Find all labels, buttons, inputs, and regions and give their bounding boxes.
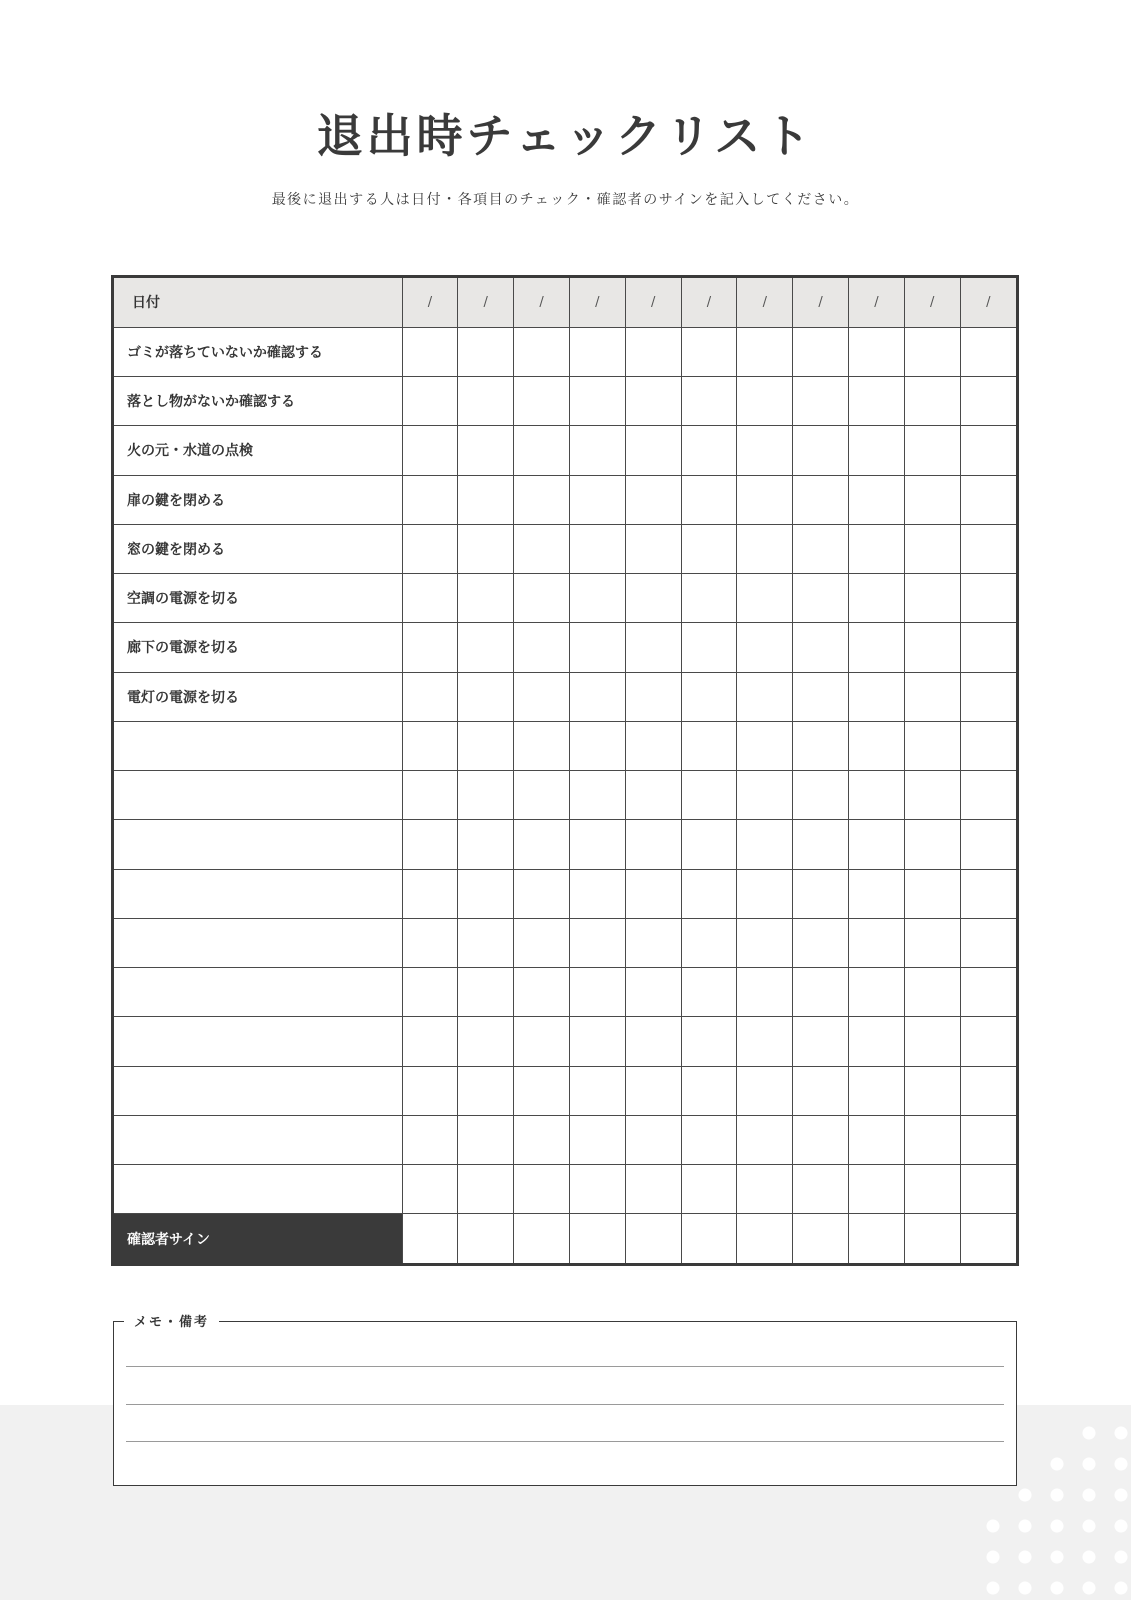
check-cell[interactable] (402, 426, 458, 475)
check-cell[interactable] (904, 524, 960, 573)
page-subtitle: 最後に退出する人は日付・各項目のチェック・確認者のサインを記入してください。 (271, 192, 860, 208)
sign-cell[interactable] (849, 1214, 905, 1263)
date-cell[interactable]: / (625, 278, 681, 327)
check-cell[interactable] (904, 574, 960, 623)
checklist-item-label[interactable] (114, 771, 402, 820)
check-cell[interactable] (402, 968, 458, 1017)
date-cell[interactable]: / (904, 278, 960, 327)
check-cell[interactable] (960, 1115, 1016, 1164)
check-cell[interactable] (849, 1017, 905, 1066)
check-cell[interactable] (960, 1017, 1016, 1066)
check-cell[interactable] (514, 918, 570, 967)
check-cell[interactable] (960, 327, 1016, 376)
checklist-item-label: 火の元・水道の点検 (114, 426, 402, 475)
date-cell[interactable]: / (960, 278, 1016, 327)
date-cell[interactable]: / (849, 278, 905, 327)
check-cell[interactable] (625, 524, 681, 573)
date-cell[interactable]: / (793, 278, 849, 327)
check-cell[interactable] (849, 869, 905, 918)
check-cell[interactable] (737, 327, 793, 376)
check-cell[interactable] (793, 869, 849, 918)
date-cell[interactable]: / (569, 278, 625, 327)
check-cell[interactable] (737, 524, 793, 573)
check-cell[interactable] (514, 475, 570, 524)
check-cell[interactable] (681, 918, 737, 967)
check-cell[interactable] (904, 869, 960, 918)
check-cell[interactable] (737, 771, 793, 820)
check-cell[interactable] (402, 869, 458, 918)
check-cell[interactable] (625, 968, 681, 1017)
check-cell[interactable] (960, 1165, 1016, 1214)
check-cell[interactable] (793, 426, 849, 475)
check-cell[interactable] (625, 721, 681, 770)
check-cell[interactable] (849, 327, 905, 376)
check-cell[interactable] (514, 574, 570, 623)
check-cell[interactable] (737, 820, 793, 869)
check-cell[interactable] (402, 524, 458, 573)
check-cell[interactable] (569, 1115, 625, 1164)
checklist-row (114, 327, 1016, 376)
check-cell[interactable] (904, 1165, 960, 1214)
checklist-row (114, 623, 1016, 672)
checklist-item-label: ゴミが落ちていないか確認する (114, 327, 402, 376)
check-cell[interactable] (904, 1066, 960, 1115)
check-cell[interactable] (904, 721, 960, 770)
check-cell[interactable] (849, 672, 905, 721)
check-cell[interactable] (849, 623, 905, 672)
check-cell[interactable] (514, 1017, 570, 1066)
check-cell[interactable] (402, 1165, 458, 1214)
check-cell[interactable] (737, 968, 793, 1017)
date-header-label: 日付 (114, 278, 402, 327)
check-cell[interactable] (458, 574, 514, 623)
check-cell[interactable] (458, 623, 514, 672)
sign-cell[interactable] (793, 1214, 849, 1263)
sign-row (114, 1214, 1016, 1263)
check-cell[interactable] (904, 327, 960, 376)
check-cell[interactable] (514, 672, 570, 721)
check-cell[interactable] (793, 1017, 849, 1066)
checklist-item-label[interactable] (114, 918, 402, 967)
checklist-item-label: 落とし物がないか確認する (114, 377, 402, 426)
check-cell[interactable] (904, 623, 960, 672)
memo-line (126, 1404, 1004, 1405)
check-cell[interactable] (737, 1115, 793, 1164)
check-cell[interactable] (960, 820, 1016, 869)
checklist-row (114, 574, 1016, 623)
check-cell[interactable] (793, 1165, 849, 1214)
checklist-row (114, 377, 1016, 426)
check-cell[interactable] (849, 721, 905, 770)
check-cell[interactable] (681, 426, 737, 475)
check-cell[interactable] (904, 918, 960, 967)
check-cell[interactable] (849, 475, 905, 524)
check-cell[interactable] (681, 869, 737, 918)
check-cell[interactable] (514, 721, 570, 770)
check-cell[interactable] (402, 1115, 458, 1164)
check-cell[interactable] (737, 1165, 793, 1214)
checklist-item-label: 空調の電源を切る (114, 574, 402, 623)
check-cell[interactable] (793, 1066, 849, 1115)
check-cell[interactable] (960, 1066, 1016, 1115)
check-cell[interactable] (625, 1115, 681, 1164)
check-cell[interactable] (625, 820, 681, 869)
check-cell[interactable] (960, 869, 1016, 918)
memo-line (126, 1441, 1004, 1442)
check-cell[interactable] (681, 721, 737, 770)
checklist-row (114, 869, 1016, 918)
check-cell[interactable] (849, 918, 905, 967)
sign-label: 確認者サイン (114, 1214, 402, 1263)
check-cell[interactable] (458, 1115, 514, 1164)
sign-cell[interactable] (625, 1214, 681, 1263)
checklist-table (111, 275, 1019, 1266)
check-cell[interactable] (737, 377, 793, 426)
check-cell[interactable] (904, 672, 960, 721)
check-cell[interactable] (960, 672, 1016, 721)
check-cell[interactable] (514, 426, 570, 475)
checklist-item-label: 窓の鍵を閉める (114, 524, 402, 573)
checklist-row (114, 1017, 1016, 1066)
check-cell[interactable] (960, 771, 1016, 820)
check-cell[interactable] (681, 1115, 737, 1164)
check-cell[interactable] (681, 820, 737, 869)
check-cell[interactable] (793, 524, 849, 573)
check-cell[interactable] (737, 869, 793, 918)
check-cell[interactable] (849, 524, 905, 573)
check-cell[interactable] (458, 968, 514, 1017)
check-cell[interactable] (514, 623, 570, 672)
check-cell[interactable] (569, 524, 625, 573)
check-cell[interactable] (458, 918, 514, 967)
check-cell[interactable] (681, 475, 737, 524)
date-cell[interactable]: / (402, 278, 458, 327)
checklist-row (114, 524, 1016, 573)
checklist-item-label[interactable] (114, 968, 402, 1017)
check-cell[interactable] (737, 721, 793, 770)
check-cell[interactable] (402, 1066, 458, 1115)
check-cell[interactable] (402, 721, 458, 770)
check-cell[interactable] (569, 1066, 625, 1115)
check-cell[interactable] (458, 771, 514, 820)
check-cell[interactable] (737, 1066, 793, 1115)
check-cell[interactable] (904, 820, 960, 869)
check-cell[interactable] (737, 574, 793, 623)
check-cell[interactable] (849, 574, 905, 623)
check-cell[interactable] (681, 623, 737, 672)
check-cell[interactable] (569, 721, 625, 770)
check-cell[interactable] (458, 426, 514, 475)
check-cell[interactable] (514, 820, 570, 869)
checklist-row (114, 1165, 1016, 1214)
checklist-row (114, 672, 1016, 721)
check-cell[interactable] (569, 377, 625, 426)
check-cell[interactable] (458, 1017, 514, 1066)
sign-cell[interactable] (681, 1214, 737, 1263)
check-cell[interactable] (960, 426, 1016, 475)
checklist-row (114, 820, 1016, 869)
checklist-item-label: 廊下の電源を切る (114, 623, 402, 672)
check-cell[interactable] (625, 672, 681, 721)
check-cell[interactable] (904, 968, 960, 1017)
check-cell[interactable] (458, 820, 514, 869)
check-cell[interactable] (625, 327, 681, 376)
check-cell[interactable] (681, 327, 737, 376)
date-cell[interactable]: / (458, 278, 514, 327)
check-cell[interactable] (960, 377, 1016, 426)
check-cell[interactable] (793, 574, 849, 623)
check-cell[interactable] (514, 771, 570, 820)
check-cell[interactable] (737, 623, 793, 672)
check-cell[interactable] (402, 918, 458, 967)
check-cell[interactable] (849, 968, 905, 1017)
check-cell[interactable] (960, 623, 1016, 672)
check-cell[interactable] (625, 1066, 681, 1115)
check-cell[interactable] (569, 968, 625, 1017)
check-cell[interactable] (625, 1017, 681, 1066)
check-cell[interactable] (402, 327, 458, 376)
check-cell[interactable] (458, 475, 514, 524)
check-cell[interactable] (402, 771, 458, 820)
checklist-item-label[interactable] (114, 869, 402, 918)
check-cell[interactable] (458, 327, 514, 376)
check-cell[interactable] (402, 574, 458, 623)
check-cell[interactable] (793, 1115, 849, 1164)
check-cell[interactable] (625, 426, 681, 475)
check-cell[interactable] (681, 1017, 737, 1066)
checklist-item-label[interactable] (114, 1017, 402, 1066)
checklist-item-label[interactable] (114, 1066, 402, 1115)
page-title: 退出時チェックリスト (316, 109, 815, 163)
check-cell[interactable] (625, 574, 681, 623)
check-cell[interactable] (849, 1165, 905, 1214)
check-cell[interactable] (793, 820, 849, 869)
checklist-item-label[interactable] (114, 1165, 402, 1214)
check-cell[interactable] (960, 721, 1016, 770)
check-cell[interactable] (793, 377, 849, 426)
check-cell[interactable] (569, 426, 625, 475)
check-cell[interactable] (904, 377, 960, 426)
checklist-item-label: 電灯の電源を切る (114, 672, 402, 721)
check-cell[interactable] (904, 771, 960, 820)
check-cell[interactable] (904, 1017, 960, 1066)
check-cell[interactable] (569, 1017, 625, 1066)
sign-cell[interactable] (904, 1214, 960, 1263)
checklist-item-label: 扉の鍵を閉める (114, 475, 402, 524)
check-cell[interactable] (793, 623, 849, 672)
sign-cell[interactable] (458, 1214, 514, 1263)
checklist-row (114, 1115, 1016, 1164)
sign-cell[interactable] (960, 1214, 1016, 1263)
check-cell[interactable] (960, 918, 1016, 967)
checklist-row (114, 918, 1016, 967)
checklist-row (114, 475, 1016, 524)
check-cell[interactable] (458, 1165, 514, 1214)
checklist-grid (114, 278, 1016, 1263)
check-cell[interactable] (569, 820, 625, 869)
check-cell[interactable] (514, 869, 570, 918)
check-cell[interactable] (960, 968, 1016, 1017)
checklist-row (114, 1066, 1016, 1115)
check-cell[interactable] (569, 672, 625, 721)
check-cell[interactable] (402, 377, 458, 426)
check-cell[interactable] (904, 426, 960, 475)
check-cell[interactable] (849, 771, 905, 820)
check-cell[interactable] (514, 377, 570, 426)
check-cell[interactable] (793, 672, 849, 721)
check-cell[interactable] (793, 721, 849, 770)
check-cell[interactable] (904, 475, 960, 524)
memo-title: メモ・備考 (124, 1311, 219, 1330)
check-cell[interactable] (569, 1165, 625, 1214)
check-cell[interactable] (569, 623, 625, 672)
check-cell[interactable] (737, 672, 793, 721)
check-cell[interactable] (681, 574, 737, 623)
check-cell[interactable] (625, 475, 681, 524)
check-cell[interactable] (737, 1017, 793, 1066)
check-cell[interactable] (960, 574, 1016, 623)
check-cell[interactable] (793, 327, 849, 376)
checklist-row (114, 968, 1016, 1017)
date-cell[interactable]: / (514, 278, 570, 327)
checklist-row (114, 721, 1016, 770)
check-cell[interactable] (793, 918, 849, 967)
checklist-item-label[interactable] (114, 820, 402, 869)
check-cell[interactable] (681, 771, 737, 820)
date-cell[interactable]: / (737, 278, 793, 327)
checklist-row (114, 426, 1016, 475)
sign-cell[interactable] (737, 1214, 793, 1263)
check-cell[interactable] (849, 1115, 905, 1164)
memo-line (126, 1366, 1004, 1367)
check-cell[interactable] (402, 1017, 458, 1066)
check-cell[interactable] (737, 426, 793, 475)
check-cell[interactable] (904, 1115, 960, 1164)
check-cell[interactable] (960, 475, 1016, 524)
date-cell[interactable]: / (681, 278, 737, 327)
check-cell[interactable] (625, 377, 681, 426)
check-cell[interactable] (625, 1165, 681, 1214)
check-cell[interactable] (681, 672, 737, 721)
sign-cell[interactable] (514, 1214, 570, 1263)
check-cell[interactable] (514, 1066, 570, 1115)
check-cell[interactable] (849, 1066, 905, 1115)
check-cell[interactable] (681, 1165, 737, 1214)
check-cell[interactable] (960, 524, 1016, 573)
check-cell[interactable] (514, 1115, 570, 1164)
check-cell[interactable] (569, 918, 625, 967)
check-cell[interactable] (402, 475, 458, 524)
checklist-item-label[interactable] (114, 1115, 402, 1164)
check-cell[interactable] (569, 574, 625, 623)
check-cell[interactable] (793, 771, 849, 820)
check-cell[interactable] (402, 623, 458, 672)
check-cell[interactable] (402, 672, 458, 721)
check-cell[interactable] (681, 968, 737, 1017)
check-cell[interactable] (458, 672, 514, 721)
check-cell[interactable] (681, 377, 737, 426)
check-cell[interactable] (514, 524, 570, 573)
check-cell[interactable] (793, 475, 849, 524)
check-cell[interactable] (681, 524, 737, 573)
check-cell[interactable] (458, 524, 514, 573)
check-cell[interactable] (514, 327, 570, 376)
check-cell[interactable] (458, 869, 514, 918)
check-cell[interactable] (849, 426, 905, 475)
check-cell[interactable] (737, 918, 793, 967)
check-cell[interactable] (737, 475, 793, 524)
memo-box[interactable] (113, 1315, 1017, 1486)
check-cell[interactable] (625, 771, 681, 820)
check-cell[interactable] (625, 623, 681, 672)
sign-cell[interactable] (569, 1214, 625, 1263)
check-cell[interactable] (625, 918, 681, 967)
check-cell[interactable] (569, 869, 625, 918)
check-cell[interactable] (849, 820, 905, 869)
check-cell[interactable] (458, 377, 514, 426)
check-cell[interactable] (569, 327, 625, 376)
check-cell[interactable] (849, 377, 905, 426)
checklist-item-label[interactable] (114, 721, 402, 770)
check-cell[interactable] (569, 771, 625, 820)
check-cell[interactable] (569, 475, 625, 524)
check-cell[interactable] (458, 721, 514, 770)
check-cell[interactable] (793, 968, 849, 1017)
check-cell[interactable] (625, 869, 681, 918)
check-cell[interactable] (514, 1165, 570, 1214)
check-cell[interactable] (402, 820, 458, 869)
sign-cell[interactable] (402, 1214, 458, 1263)
check-cell[interactable] (681, 1066, 737, 1115)
check-cell[interactable] (458, 1066, 514, 1115)
date-header-row (114, 278, 1016, 327)
checklist-row (114, 771, 1016, 820)
check-cell[interactable] (514, 968, 570, 1017)
